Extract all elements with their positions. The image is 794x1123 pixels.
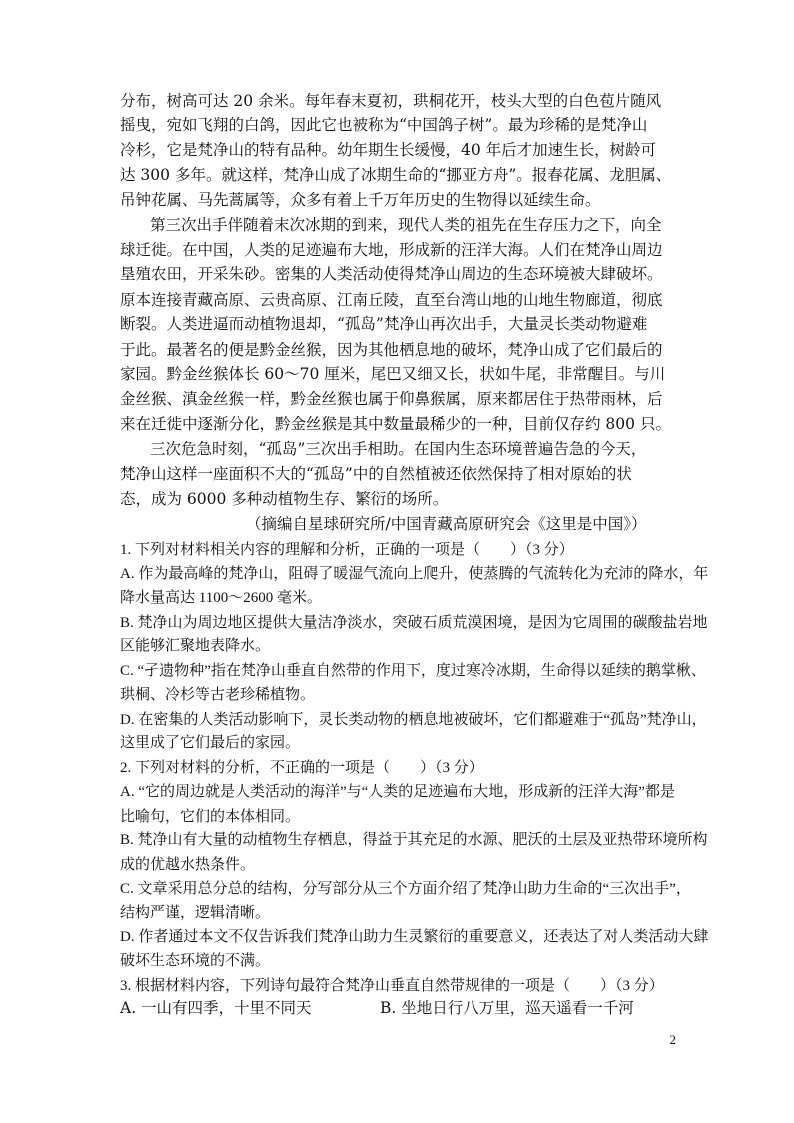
text-line: 断裂。人类进逼而动植物退却，“孤岛”梵净山再次出手，大量灵长类动物避难 [120,315,648,334]
text-line: 分布，树高可达 20 余米。每年春末夏初，珙桐花开，枝头大型的白色苞片随风 [120,91,662,110]
text-line: 吊钟花属、马先蒿属等，众多有着上千万年历史的生物得以延续生命。 [120,191,601,210]
text-line: 金丝猴、滇金丝猴一样，黔金丝猴也属于仰鼻猴属，原来都居住于热带雨林，后 [120,390,663,409]
option-line: 成的优越水热条件。 [120,856,256,873]
option-line: A. “它的周边就是人类活动的海洋”与“人类的足迹遍布大地，形成新的汪洋大海”都是 [120,784,675,801]
text-line: 于此。最著名的便是黔金丝猴，因为其他栖息地的破坏，梵净山成了它们最后的 [120,340,663,359]
option-line: 降水量高达 1100～2600 毫米。 [120,590,322,607]
option-a: A. 一山有四季，十里不同天 [120,998,312,1017]
text-line: 第三次出手伴随着末次冰期的到来，现代人类的祖先在生存压力之下，向全 [150,215,662,234]
option-line: B. 梵净山为周边地区提供大量洁净淡水，突破石质荒漠困境，是因为它周围的碳酸盐岩地 [120,614,708,631]
text-line: 垦殖农田，开采朱砂。密集的人类活动使得梵净山周边的生态环境被大肆破坏。 [120,265,663,284]
question-3-stem: 3. 根据材料内容，下列诗句最符合梵净山垂直自然带规律的一项是（ ）（3 分） [120,977,664,994]
option-line: 珙桐、冷杉等古老珍稀植物。 [120,687,316,704]
option-line: B. 梵净山有大量的动植物生存栖息，得益于其充足的水源、肥沃的土层及亚热带环境所构 [120,832,708,849]
option-line: 比喻句，它们的本体相同。 [120,808,301,825]
text-line: 原本连接青藏高原、云贵高原、江南丘陵，直至台湾山地的山地生物廊道，彻底 [120,290,663,309]
option-line: 区能够汇聚地表降水。 [120,638,271,655]
option-line: D. 作者通过本文不仅告诉我们梵净山助力生灵繁衍的重要意义，还表达了对人类活动大肆 [120,928,709,945]
option-line: C. “孑遗物种”指在梵净山垂直自然带的作用下，度过寒冷冰期，生命得以延续的鹅掌楸、 [120,662,706,679]
text-line: 梵净山这样一座面积不大的“孤岛”中的自然植被还依然保持了相对原始的状 [120,464,632,483]
option-line: A. 作为最高峰的梵净山，阻碍了暖湿气流向上爬升，使蒸腾的气流转化为充沛的降水，年 [120,566,709,582]
option-line: 这里成了它们最后的家园。 [120,735,301,752]
source-citation: （摘编自星球研究所/中国青藏高原研究会《这里是中国》） [246,515,647,534]
option-line: C. 文章采用总分总的结构，分写部分从三个方面介绍了梵净山助力生命的“三次出手”， [120,880,691,897]
text-line: 冷杉，它是梵净山的特有品种。幼年期生长缓慢，40 年后才加速生长，树龄可 [120,141,657,160]
question-1-stem: 1. 下列对材料相关内容的理解和分析，正确的一项是（ ）（3 分） [120,541,574,558]
option-line: 结构严谨，逻辑清晰。 [120,905,271,922]
option-line: D. 在密集的人类活动影响下，灵长类动物的栖息地被破坏，它们都避难于“孤岛”梵净山， [120,711,707,728]
text-line: 三次危急时刻，“孤岛”三次出手相助。在国内生态环境普遍告急的今天， [150,440,647,459]
page-number: 2 [669,1032,676,1047]
text-line: 来在迁徙中逐渐分化，黔金丝猴是其中数量最稀少的一种，目前仅存约 800 只。 [120,414,671,433]
text-line: 摇曳，宛如飞翔的白鸽，因此它也被称为“中国鸽子树”。最为珍稀的是梵净山 [120,116,648,135]
option-b: B. 坐地日行八万里，巡天遥看一千河 [380,998,634,1017]
question-2-stem: 2. 下列对材料的分析，不正确的一项是（ ）（3 分） [120,759,484,776]
text-line: 球迁徙。在中国，人类的足迹遍布大地，形成新的汪洋大海。人们在梵净山周边 [120,241,663,259]
text-line: 家园。黔金丝猴体长 60～70 厘米，尾巴又细又长，状如牛尾，非常醒目。与川 [120,365,666,383]
text-line: 态，成为 6000 多种动植物生存、繁衍的场所。 [120,489,449,508]
option-line: 破坏生态环境的不满。 [120,953,271,970]
text-line: 达 300 多年。就这样，梵净山成了冰期生命的“挪亚方舟”。报春花属、龙胆属、 [120,165,672,184]
